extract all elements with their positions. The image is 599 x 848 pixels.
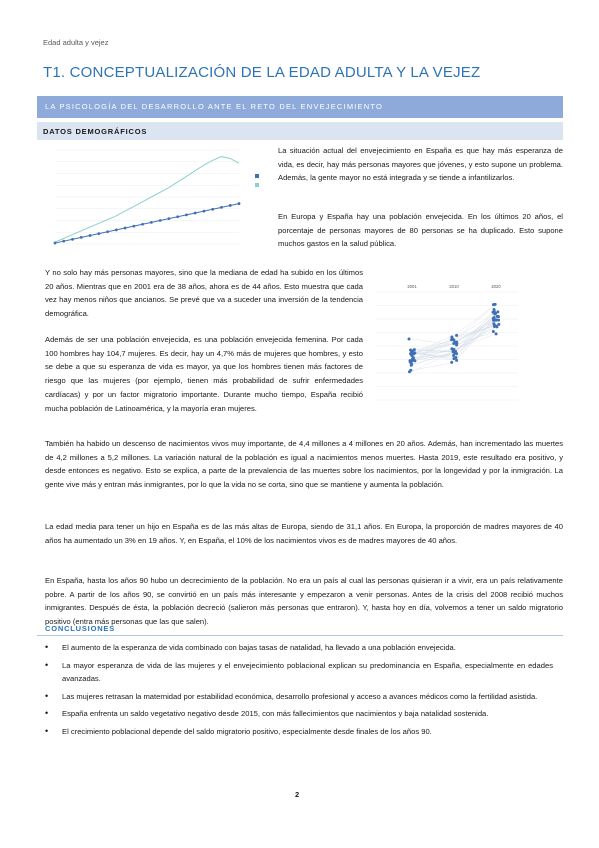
data-dot <box>410 364 413 367</box>
data-dot <box>492 303 495 306</box>
paragraph-4: Además de ser una población envejecida, es una población envejecida femenina. Por cada 100 hombres hay 104,7 mujeres. Es decir, hay un 4,7% más de mujeres que hombres, y esto se debe a que su esperanza de vida es mayor, ya que los hombres tienen más factores de riesgo que las mujeres (por ejemplo, tienen más probabilidad de sufrir enfermedades cardíacas) y por un factor migratorio importante. Durante mucho tiempo, España recibió mucha población de Latinoamérica, y la mayoría eran mujeres. <box>45 335 363 413</box>
series-point <box>203 210 206 213</box>
series-point <box>150 221 153 224</box>
series-point <box>220 206 223 209</box>
data-dot <box>452 342 455 345</box>
series-point <box>71 238 74 241</box>
dot-plot-dots <box>408 303 501 373</box>
data-dot <box>493 310 496 313</box>
year-label: 2020 <box>491 284 501 289</box>
paragraph-7: En España, hasta los años 90 hubo un decrecimiento de la población. No era un país al cual las personas quisieran ir a vivir, era un país relativamente pobre. A partir de los años 90, se convirtió en un país más interesante y empezaron a venir personas. Antes de la crisis del 2008 recibió muchos inmigrantes. Después de ésta, la población decreció (salieron más personas que entraron). Y, hasta hoy en día, volvemos a tener un saldo migratorio positivo (entra más personas que las que salen). <box>45 576 563 627</box>
series-point <box>62 240 65 243</box>
series-point <box>238 202 241 205</box>
series-point <box>97 232 100 235</box>
data-dot <box>497 323 500 326</box>
data-dot <box>452 354 455 357</box>
paragraph-5: También ha habido un descenso de nacimientos vivos muy importante, de 4,4 millones a 4 millones en 20 años. Además, han incrementado las muertes de 4,2 millones a 5,2 millones. La variación natural de la población es igual a nacimientos menos muertes. Hasta 2019, este resultado era positivo, y desde entonces es negativo. Esto se explica, a parte de la prevalencia de las muertes sobre los nacimientos, por la longevidad y por la inmigración. La gente vive más y entran más inmigrantes, por lo que la vida no se corta, sino que se mantiene y aumenta la población. <box>45 439 563 490</box>
data-dot <box>408 370 411 373</box>
series-line <box>55 157 239 243</box>
running-head: Edad adulta y vejez <box>43 38 109 47</box>
series-point <box>132 225 135 228</box>
data-dot <box>495 318 498 321</box>
data-dot <box>450 347 453 350</box>
data-dot <box>451 338 454 341</box>
dot-plot-grid <box>376 292 518 400</box>
data-dot <box>454 350 457 353</box>
conclusions-divider <box>37 635 563 636</box>
data-dot <box>452 357 455 360</box>
line-chart-series <box>54 157 241 245</box>
data-dot <box>495 332 498 335</box>
section-band <box>37 96 563 118</box>
data-dot <box>412 352 415 355</box>
data-dot <box>492 317 495 320</box>
conclusion-item: • La mayor esperanza de vida de las mujeres y el envejecimiento poblacional explican su predominancia en España, especialmente en edades avanzadas. <box>45 659 553 686</box>
series-point <box>124 227 127 230</box>
section-band-label: LA PSICOLOGÍA DEL DESARROLLO ANTE EL RETO DEL ENVEJECIMIENTO <box>45 102 384 111</box>
series-point <box>115 229 118 232</box>
paragraph-6: La edad media para tener un hijo en España es de las más altas de Europa, siendo de 31,1 años. En Europa, la proporción de madres mayores de 40 años ha aumentado un 3% en 19 años. Y, en España, el 10% de los nacimientos vivos es de madres mayores de 40 años. <box>45 522 563 545</box>
data-dot <box>455 359 458 362</box>
page-title: T1. CONCEPTUALIZACIÓN DE LA EDAD ADULTA Y LA VEJEZ <box>43 64 481 81</box>
series-point <box>80 236 83 239</box>
data-dot <box>497 315 500 318</box>
series-point <box>194 212 197 215</box>
data-dot <box>455 334 458 337</box>
series-point <box>141 223 144 226</box>
line-chart <box>43 146 268 256</box>
subsection-label: DATOS DEMOGRÁFICOS <box>43 127 148 136</box>
conclusion-item: • España enfrenta un saldo vegetativo negativo desde 2015, con más fallecimientos que nacimientos y baja natalidad sostenida. <box>45 707 553 721</box>
data-dot <box>493 323 496 326</box>
series-point <box>211 208 214 211</box>
data-dot <box>492 330 495 333</box>
series-point <box>54 242 57 245</box>
year-label: 2010 <box>449 284 459 289</box>
series-point <box>229 204 232 207</box>
series-point <box>106 230 109 233</box>
series-point <box>176 215 179 218</box>
data-dot <box>450 361 453 364</box>
series-point <box>89 234 92 237</box>
data-dot <box>412 359 415 362</box>
legend-swatch <box>255 174 259 178</box>
data-dot <box>408 338 411 341</box>
dot-plot-connectors <box>412 304 496 371</box>
series-point <box>185 213 188 216</box>
data-dot <box>409 361 412 364</box>
series-point <box>159 219 162 222</box>
line-chart-legend <box>255 174 259 187</box>
paragraph-1: La situación actual del envejecimiento en España es que hay más esperanza de vida, es decir, hay más personas mayores que jóvenes, y esto supone un problema. Además, la gente mayor no está integrada y se tiende a infantilizarlos. <box>278 146 563 183</box>
conclusion-item: • Las mujeres retrasan la maternidad por estabilidad económica, desarrollo profesional y acceso a avances médicos como la fertilidad asistida. <box>45 690 553 704</box>
data-dot <box>413 348 416 351</box>
data-dot <box>409 348 412 351</box>
conclusions-heading: CONCLUSIONES <box>45 624 116 633</box>
subsection-header <box>37 122 563 140</box>
paragraph-2: En Europa y España hay una población envejecida. En los últimos 20 años, el porcentaje de personas mayores de 80 personas se ha duplicado. Esto supone muchos gastos en la salud pública. <box>278 212 563 249</box>
conclusions-list <box>45 641 553 743</box>
conclusion-item: • El crecimiento poblacional depende del saldo migratorio positivo, especialmente desde finales de los años 90. <box>45 725 553 739</box>
dot-plot <box>372 280 522 405</box>
legend-swatch <box>255 183 259 187</box>
page-number: 2 <box>295 790 300 799</box>
dot-plot-year-labels <box>407 284 501 289</box>
year-label: 2001 <box>407 284 417 289</box>
data-dot <box>496 310 499 313</box>
data-dot <box>493 312 496 315</box>
conclusion-item: • El aumento de la esperanza de vida combinado con bajas tasas de natalidad, ha llevado a una población envejecida. <box>45 641 553 655</box>
paragraph-3: Y no solo hay más personas mayores, sino que la mediana de edad ha subido en los últimos 20 años. Mientras que en 2001 era de 38 años, ahora es de 44 años. Esto muestra que cada vez hay menos niños que ancianos. Se prevé que va a suceder una inversión de la tendencia demográfica. <box>45 268 363 319</box>
series-point <box>168 217 171 220</box>
